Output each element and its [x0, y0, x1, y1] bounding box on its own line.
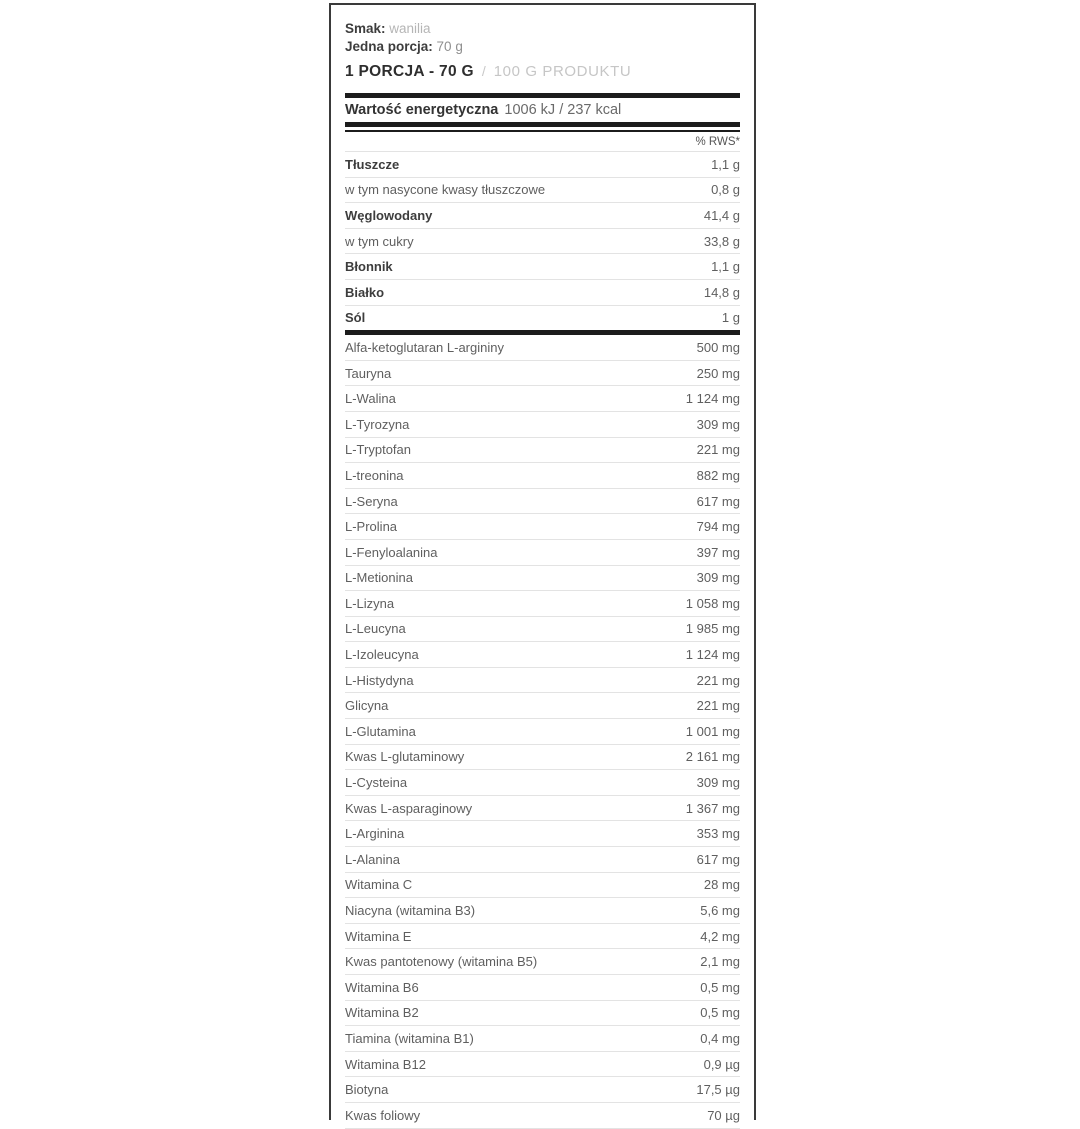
nutrient-value: 14,8 g [703, 284, 740, 300]
flavor-label: Smak: [345, 21, 386, 36]
ingredient-label: Witamina B2 [345, 1005, 419, 1021]
nutrient-value: 41,4 g [703, 207, 740, 223]
nutrient-value: 1,1 g [711, 259, 740, 275]
ingredient-label: L-Alanina [345, 851, 400, 867]
tab-separator: / [481, 63, 486, 79]
ingredient-value: 28 mg [703, 877, 740, 893]
rws-header-row [345, 132, 740, 152]
ingredient-label: Witamina C [345, 877, 413, 893]
ingredient-label: Kwas L-asparaginowy [345, 800, 473, 816]
table-row-fat [345, 152, 740, 178]
nutrient-value: 1 g [721, 310, 740, 326]
ingredient-label: L-Histydyna [345, 672, 414, 688]
table-row [345, 949, 740, 975]
flavor-line [345, 20, 740, 38]
ingredient-label: L-Fenyloalanina [345, 544, 438, 560]
ingredient-label: Witamina E [345, 928, 412, 944]
ingredient-label: Tiamina (witamina B1) [345, 1030, 474, 1046]
table-row [345, 566, 740, 592]
table-row [345, 924, 740, 950]
table-row-protein [345, 280, 740, 306]
table-row [345, 1103, 740, 1129]
ingredient-value: 1 985 mg [685, 621, 740, 637]
table-row [345, 489, 740, 515]
table-row [345, 1001, 740, 1027]
ingredient-value: 221 mg [696, 672, 740, 688]
energy-value: 1006 kJ / 237 kcal [504, 102, 622, 118]
ingredient-value: 353 mg [696, 826, 740, 842]
nutrient-label: Błonnik [345, 259, 393, 275]
table-row [345, 335, 740, 361]
serving-size-value: 70 g [436, 39, 463, 54]
ingredient-value: 617 mg [696, 493, 740, 509]
table-row [345, 540, 740, 566]
tab-per-100g[interactable]: 100 G PRODUKTU [493, 63, 632, 80]
energy-bottom-rule [345, 122, 740, 132]
rws-header: % RWS* [695, 135, 740, 148]
ingredient-label: L-Izoleucyna [345, 647, 419, 663]
ingredient-label: L-Prolina [345, 519, 398, 535]
ingredient-label: Kwas pantotenowy (witamina B5) [345, 954, 538, 970]
ingredient-value: 794 mg [696, 519, 740, 535]
table-row [345, 642, 740, 668]
table-row [345, 361, 740, 387]
ingredient-value: 617 mg [696, 851, 740, 867]
nutrient-value: 1,1 g [711, 156, 740, 172]
ingredient-label: L-Tryptofan [345, 442, 411, 458]
nutrient-label: Białko [345, 284, 385, 300]
table-row [345, 514, 740, 540]
ingredient-value: 221 mg [696, 698, 740, 714]
ingredient-value: 500 mg [696, 339, 740, 355]
nutrition-facts-panel [329, 3, 756, 1123]
ingredient-label: Witamina B12 [345, 1056, 426, 1072]
ingredient-label: L-Lizyna [345, 595, 395, 611]
table-row-saturated-fat [345, 178, 740, 204]
per-amount-tabs [345, 63, 740, 84]
nutrient-label: Tłuszcze [345, 156, 400, 172]
ingredient-value: 1 124 mg [685, 647, 740, 663]
table-row [345, 975, 740, 1001]
table-row [345, 796, 740, 822]
ingredient-value: 1 001 mg [685, 723, 740, 739]
ingredient-label: L-Leucyna [345, 621, 406, 637]
ingredient-label: L-treonina [345, 467, 404, 483]
ingredient-value: 1 058 mg [685, 595, 740, 611]
ingredient-value: 17,5 µg [696, 1082, 740, 1098]
ingredient-label: Witamina B6 [345, 979, 419, 995]
ingredient-label: L-Tyrozyna [345, 416, 410, 432]
ingredient-label: L-Seryna [345, 493, 398, 509]
table-row [345, 463, 740, 489]
ingredient-value: 4,2 mg [700, 928, 740, 944]
ingredient-label: Kwas foliowy [345, 1107, 421, 1123]
serving-line [345, 38, 740, 56]
ingredient-value: 70 µg [707, 1107, 740, 1123]
energy-row [345, 98, 740, 122]
table-row [345, 386, 740, 412]
ingredient-value: 221 mg [696, 442, 740, 458]
ingredient-value: 882 mg [696, 467, 740, 483]
nutrient-label: w tym cukry [345, 233, 414, 249]
ingredient-label: Kwas L-glutaminowy [345, 749, 465, 765]
ingredient-label: L-Metionina [345, 570, 413, 586]
table-row [345, 821, 740, 847]
table-row [345, 898, 740, 924]
ingredient-value: 2,1 mg [700, 954, 740, 970]
table-row [345, 1026, 740, 1052]
ingredient-value: 309 mg [696, 570, 740, 586]
table-row-salt [345, 306, 740, 331]
ingredient-label: Biotyna [345, 1082, 389, 1098]
ingredient-label: L-Glutamina [345, 723, 416, 739]
table-row [345, 745, 740, 771]
table-row [345, 1052, 740, 1078]
table-row [345, 693, 740, 719]
ingredient-label: L-Walina [345, 391, 396, 407]
table-row [345, 770, 740, 796]
ingredient-value: 309 mg [696, 775, 740, 791]
nutrient-label: Sól [345, 310, 366, 326]
table-row [345, 873, 740, 899]
table-row-fiber [345, 254, 740, 280]
tab-per-serving[interactable]: 1 PORCJA - 70 G [345, 63, 474, 80]
table-row [345, 719, 740, 745]
table-row [345, 1077, 740, 1103]
energy-label: Wartość energetyczna [345, 102, 499, 118]
nutrient-label: Węglowodany [345, 207, 433, 223]
table-row [345, 847, 740, 873]
nutrient-value: 33,8 g [703, 233, 740, 249]
flavor-value: wanilia [389, 21, 431, 36]
ingredient-label: Tauryna [345, 365, 392, 381]
ingredient-value: 309 mg [696, 416, 740, 432]
ingredient-value: 1 367 mg [685, 800, 740, 816]
ingredient-value: 1 124 mg [685, 391, 740, 407]
table-row [345, 438, 740, 464]
ingredient-value: 250 mg [696, 365, 740, 381]
ingredient-value: 397 mg [696, 544, 740, 560]
ingredient-label: Alfa-ketoglutaran L-argininy [345, 339, 504, 355]
ingredient-value: 0,5 mg [700, 979, 740, 995]
ingredient-label: L-Arginina [345, 826, 405, 842]
ingredient-label: Niacyna (witamina B3) [345, 903, 476, 919]
ingredient-value: 0,9 µg [703, 1056, 740, 1072]
ingredient-value: 0,4 mg [700, 1030, 740, 1046]
table-row-sugars [345, 229, 740, 255]
nutrient-value: 0,8 g [711, 182, 740, 198]
ingredient-label: L-Cysteina [345, 775, 408, 791]
nutrient-label: w tym nasycone kwasy tłuszczowe [345, 182, 546, 198]
table-row [345, 617, 740, 643]
ingredient-value: 0,5 mg [700, 1005, 740, 1021]
ingredient-value: 5,6 mg [700, 903, 740, 919]
serving-size-label: Jedna porcja: [345, 39, 433, 54]
ingredient-value: 2 161 mg [685, 749, 740, 765]
table-row [345, 412, 740, 438]
table-row [345, 668, 740, 694]
ingredient-label: Glicyna [345, 698, 389, 714]
table-row-carbohydrates [345, 203, 740, 229]
table-row [345, 591, 740, 617]
